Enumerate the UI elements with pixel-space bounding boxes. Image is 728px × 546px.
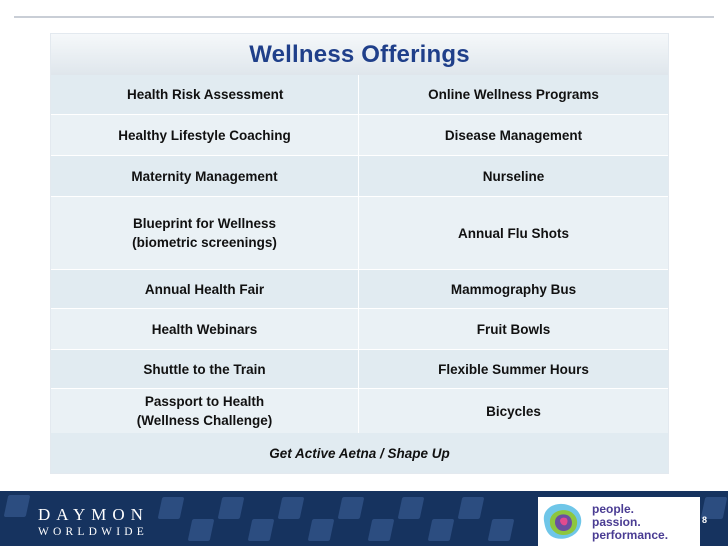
table-row (51, 270, 668, 309)
table-cell (51, 389, 359, 433)
table-row (51, 115, 668, 156)
decorative-tile (458, 497, 485, 519)
company-logo (38, 505, 149, 538)
table-cell: Online Wellness Programs (428, 87, 599, 102)
table-row (51, 156, 668, 197)
tagline-text (592, 503, 668, 542)
decorative-tile (188, 519, 215, 541)
cell-line: (biometric screenings) (132, 235, 277, 250)
table-row (51, 309, 668, 350)
table-cell: Maternity Management (51, 156, 359, 196)
table-row (51, 75, 668, 115)
table-cell: Bicycles (486, 403, 541, 419)
tagline-logo (538, 497, 700, 546)
tagline-line: performance. (592, 528, 669, 542)
decorative-tile (368, 519, 395, 541)
table-cell: Annual Flu Shots (458, 225, 569, 241)
tagline-line: people. (592, 502, 635, 516)
table-title: Wellness Offerings (249, 40, 470, 68)
decorative-tile (308, 519, 335, 541)
table-header (51, 34, 668, 76)
brand-subtitle: WORLDWIDE (38, 526, 148, 538)
decorative-tile (488, 519, 515, 541)
table-cell: Fruit Bowls (476, 321, 551, 337)
table-cell: Health Risk Assessment (51, 75, 359, 114)
table-cell: Shuttle to the Train (51, 350, 359, 388)
wellness-table (50, 33, 669, 474)
top-divider (14, 16, 714, 18)
tagline-line: passion. (592, 515, 641, 529)
decorative-tile (338, 497, 365, 519)
table-cell: Healthy Lifestyle Coaching (51, 115, 359, 155)
page-number: 8 (702, 515, 708, 525)
table-row (51, 350, 668, 389)
brand-name: DAYMON (38, 505, 149, 524)
table-row (51, 389, 668, 434)
decorative-tile (158, 497, 185, 519)
footer-text: Get Active Aetna / Shape Up (269, 445, 450, 461)
cell-line: (Wellness Challenge) (136, 413, 273, 428)
decorative-tile (218, 497, 245, 519)
cell-line: Blueprint for Wellness (132, 216, 277, 231)
cell-line: Passport to Health (144, 394, 265, 409)
table-row (51, 197, 668, 270)
decorative-tile (278, 497, 305, 519)
swirl-logo-icon (538, 497, 588, 546)
table-cell: Annual Health Fair (51, 270, 359, 308)
table-cell (51, 197, 359, 269)
table-cell: Health Webinars (51, 309, 359, 349)
decorative-tile (248, 519, 275, 541)
table-footer (51, 433, 668, 473)
table-cell: Mammography Bus (450, 281, 577, 297)
table-cell: Nurseline (482, 168, 545, 184)
table-cell: Flexible Summer Hours (438, 361, 589, 377)
decorative-tile (428, 519, 455, 541)
decorative-tile (4, 495, 31, 517)
decorative-tile (398, 497, 425, 519)
table-cell: Disease Management (444, 127, 583, 143)
